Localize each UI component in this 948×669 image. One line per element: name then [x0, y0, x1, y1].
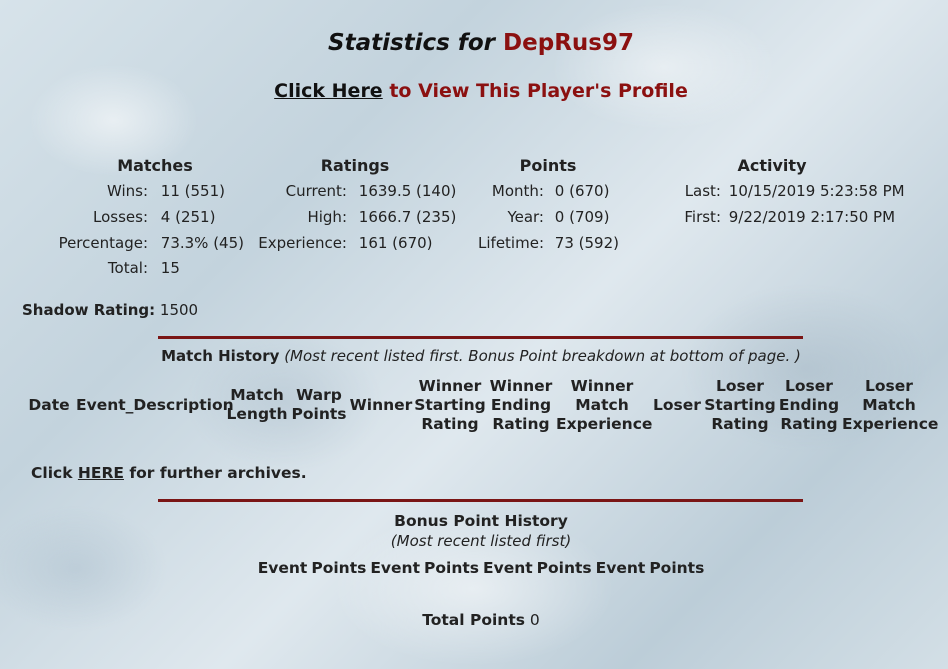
shadow-rating-value: 1500	[159, 301, 199, 319]
bonus-history-title: Bonus Point History	[394, 512, 568, 530]
col-event-description: Event_Description	[76, 396, 234, 414]
points-lifetime-row: Lifetime: 73 (592)	[478, 234, 619, 252]
points-month-row: Month: 0 (670)	[491, 182, 610, 200]
ratings-heading: Ratings	[320, 156, 390, 175]
activity-first-row: First: 9/22/2019 2:17:50 PM	[684, 208, 896, 226]
divider	[158, 499, 803, 502]
title-lead: Statistics for	[328, 30, 496, 56]
matches-total-row: Total: 15	[107, 259, 180, 277]
col-loser-match-experience: Loser Match Experience	[842, 377, 939, 433]
ratings-high-row: High: 1666.7 (235)	[307, 208, 457, 226]
total-points	[0, 611, 948, 629]
col-winner: Winner	[349, 396, 413, 414]
col-loser-ending-rating: Loser Ending Rating	[778, 377, 840, 433]
page-title	[0, 30, 948, 56]
total-points-label: Total Points	[422, 611, 525, 629]
profile-link-text: to View This Player's Profile	[389, 80, 688, 102]
points-year-row: Year: 0 (709)	[507, 208, 610, 226]
matches-heading: Matches	[117, 156, 193, 175]
activity-heading: Activity	[737, 156, 807, 175]
ratings-experience-row: Experience: 161 (670)	[258, 234, 433, 252]
col-winner-ending-rating: Winner Ending Rating	[489, 377, 553, 433]
profile-link[interactable]: Click Here	[274, 80, 383, 102]
archives-link[interactable]: HERE	[77, 464, 124, 482]
bonus-history-subtitle: (Most recent listed first)	[390, 532, 572, 550]
matches-losses-row: Losses: 4 (251)	[93, 208, 216, 226]
col-date: Date	[28, 396, 70, 414]
divider	[158, 336, 803, 339]
col-match-length: Match Length	[226, 386, 288, 423]
matches-percentage-row: Percentage: 73.3% (45)	[58, 234, 244, 252]
bonus-history-header: Event Points Event Points Event Points Event Points	[257, 559, 705, 577]
col-winner-starting-rating: Winner Starting Rating	[414, 377, 486, 433]
col-warp-points: Warp Points	[291, 386, 347, 423]
ratings-current-row: Current: 1639.5 (140)	[285, 182, 457, 200]
points-heading: Points	[519, 156, 577, 175]
profile-link-line	[0, 80, 948, 102]
total-points-value: 0	[529, 611, 540, 629]
col-loser-starting-rating: Loser Starting Rating	[704, 377, 776, 433]
col-winner-match-experience: Winner Match Experience	[556, 377, 653, 433]
col-loser: Loser	[653, 396, 701, 414]
archives-line: Click HERE for further archives.	[31, 464, 307, 482]
activity-last-row: Last: 10/15/2019 5:23:58 PM	[684, 182, 905, 200]
shadow-rating	[22, 301, 198, 319]
match-history-title: Match History (Most recent listed first. Bonus Point breakdown at bottom of page. )	[161, 347, 801, 365]
player-name: DepRus97	[503, 30, 634, 56]
shadow-rating-label: Shadow Rating:	[22, 301, 156, 319]
matches-wins-row: Wins: 11 (551)	[106, 182, 225, 200]
